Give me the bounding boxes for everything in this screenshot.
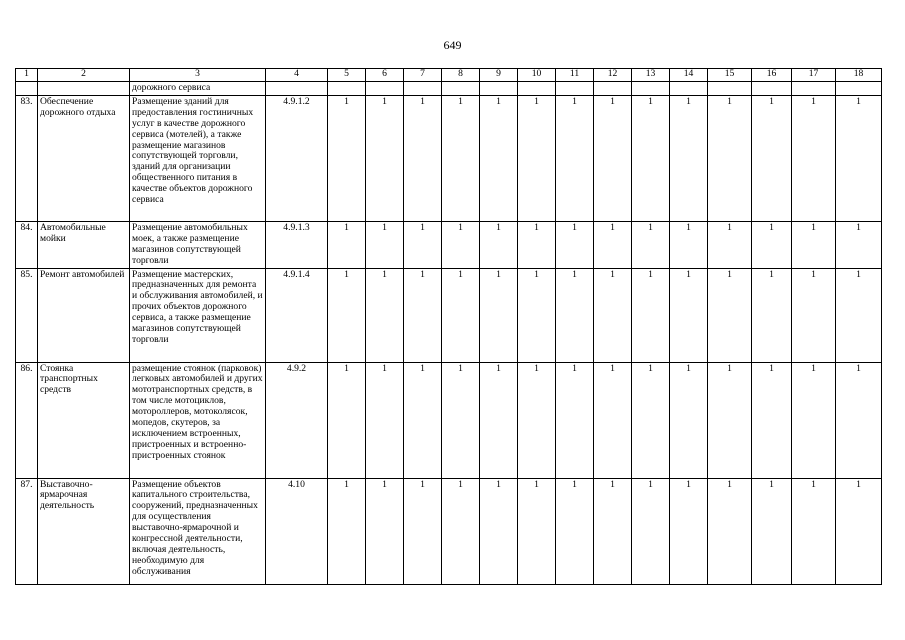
use-type-description-cell: размещение стоянок (парковок) легковых автомобилей и других мототранспортных средств, в том числе мотоциклов, мотороллеров, мотоколясок, мопедов, скутеров, за исключением встроенных, пристроенных и встроенно-пристроенных стоянок xyxy=(130,362,266,478)
table-row xyxy=(16,95,882,221)
zone-value-cell xyxy=(792,82,836,96)
column-header-18: 18 xyxy=(836,69,882,82)
table-row xyxy=(16,221,882,268)
table-row xyxy=(16,362,882,478)
zone-value-cell: 1 xyxy=(632,221,670,268)
zone-value-cell: 1 xyxy=(708,95,752,221)
column-header-11: 11 xyxy=(556,69,594,82)
use-type-description-cell: Размещение объектов капитального строительства, сооружений, предназначенных для осуществления выставочно-ярмарочной и конгрессной деятельности, включая деятельность, необходимую для обслуживания xyxy=(130,478,266,584)
row-number-cell xyxy=(16,82,38,96)
zone-value-cell: 1 xyxy=(556,478,594,584)
use-type-name-cell xyxy=(38,82,130,96)
zone-value-cell: 1 xyxy=(708,362,752,478)
classifier-code-cell: 4.9.1.3 xyxy=(266,221,328,268)
zone-value-cell: 1 xyxy=(670,95,708,221)
classifier-code-cell: 4.9.1.2 xyxy=(266,95,328,221)
zone-value-cell: 1 xyxy=(792,95,836,221)
column-header-14: 14 xyxy=(670,69,708,82)
zone-value-cell: 1 xyxy=(556,268,594,362)
zone-value-cell: 1 xyxy=(708,221,752,268)
zone-value-cell: 1 xyxy=(594,478,632,584)
column-header-17: 17 xyxy=(792,69,836,82)
row-number-cell: 85. xyxy=(16,268,38,362)
zone-value-cell: 1 xyxy=(670,478,708,584)
zone-value-cell: 1 xyxy=(328,362,366,478)
zone-value-cell xyxy=(328,82,366,96)
land-use-table xyxy=(15,68,882,585)
column-header-13: 13 xyxy=(632,69,670,82)
zone-value-cell: 1 xyxy=(836,362,882,478)
row-number-cell: 83. xyxy=(16,95,38,221)
zone-value-cell: 1 xyxy=(792,221,836,268)
zone-value-cell: 1 xyxy=(670,268,708,362)
zone-value-cell xyxy=(366,82,404,96)
zone-value-cell: 1 xyxy=(328,95,366,221)
zone-value-cell: 1 xyxy=(366,362,404,478)
zone-value-cell: 1 xyxy=(328,478,366,584)
zone-value-cell xyxy=(518,82,556,96)
zone-value-cell: 1 xyxy=(518,478,556,584)
zone-value-cell: 1 xyxy=(328,268,366,362)
zone-value-cell: 1 xyxy=(442,268,480,362)
use-type-name-cell: Обеспечение дорожного отдыха xyxy=(38,95,130,221)
zone-value-cell: 1 xyxy=(792,478,836,584)
column-header-10: 10 xyxy=(518,69,556,82)
zone-value-cell: 1 xyxy=(752,221,792,268)
zone-value-cell: 1 xyxy=(404,95,442,221)
zone-value-cell: 1 xyxy=(752,362,792,478)
use-type-name-cell: Стоянка транспортных средств xyxy=(38,362,130,478)
zone-value-cell: 1 xyxy=(836,478,882,584)
zone-value-cell xyxy=(556,82,594,96)
zone-value-cell: 1 xyxy=(328,221,366,268)
zone-value-cell xyxy=(670,82,708,96)
use-type-description-cell: дорожного сервиса xyxy=(130,82,266,96)
zone-value-cell: 1 xyxy=(366,268,404,362)
zone-value-cell: 1 xyxy=(480,95,518,221)
classifier-code-cell: 4.10 xyxy=(266,478,328,584)
zone-value-cell: 1 xyxy=(708,268,752,362)
column-header-5: 5 xyxy=(328,69,366,82)
zone-value-cell: 1 xyxy=(752,95,792,221)
zone-value-cell: 1 xyxy=(594,221,632,268)
zone-value-cell: 1 xyxy=(480,221,518,268)
zone-value-cell: 1 xyxy=(752,478,792,584)
zone-value-cell xyxy=(480,82,518,96)
use-type-name-cell: Автомобильные мойки xyxy=(38,221,130,268)
use-type-name-cell: Выставочно-ярмарочная деятельность xyxy=(38,478,130,584)
zone-value-cell: 1 xyxy=(708,478,752,584)
row-number-cell: 87. xyxy=(16,478,38,584)
zone-value-cell xyxy=(752,82,792,96)
column-number-header-row xyxy=(16,69,882,82)
zone-value-cell: 1 xyxy=(404,362,442,478)
zone-value-cell: 1 xyxy=(518,95,556,221)
page-number: 649 xyxy=(443,38,462,52)
column-header-7: 7 xyxy=(404,69,442,82)
zone-value-cell: 1 xyxy=(556,95,594,221)
table-row xyxy=(16,268,882,362)
use-type-description-cell: Размещение зданий для предоставления гостиничных услуг в качестве дорожного сервиса (мотелей), а также размещение магазинов сопутствующей торговли, зданий для организации общественного питания в качестве объектов дорожного сервиса xyxy=(130,95,266,221)
column-header-3: 3 xyxy=(130,69,266,82)
zone-value-cell xyxy=(836,82,882,96)
zone-value-cell: 1 xyxy=(480,268,518,362)
zone-value-cell: 1 xyxy=(594,268,632,362)
zone-value-cell: 1 xyxy=(594,95,632,221)
use-type-description-cell: Размещение мастерских, предназначенных для ремонта и обслуживания автомобилей, и прочих объектов дорожного сервиса, а также размещение магазинов сопутствующей торговли xyxy=(130,268,266,362)
use-type-description-cell: Размещение автомобильных моек, а также размещение магазинов сопутствующей торговли xyxy=(130,221,266,268)
zone-value-cell: 1 xyxy=(792,362,836,478)
column-header-6: 6 xyxy=(366,69,404,82)
zone-value-cell: 1 xyxy=(404,478,442,584)
zone-value-cell: 1 xyxy=(836,221,882,268)
zone-value-cell: 1 xyxy=(556,221,594,268)
zone-value-cell: 1 xyxy=(632,95,670,221)
zone-value-cell: 1 xyxy=(518,268,556,362)
zone-value-cell: 1 xyxy=(366,95,404,221)
column-header-8: 8 xyxy=(442,69,480,82)
zone-value-cell: 1 xyxy=(792,268,836,362)
zone-value-cell: 1 xyxy=(442,362,480,478)
classifier-code-cell: 4.9.1.4 xyxy=(266,268,328,362)
table-row-continuation xyxy=(16,82,882,96)
zone-value-cell xyxy=(632,82,670,96)
row-number-cell: 84. xyxy=(16,221,38,268)
zone-value-cell: 1 xyxy=(480,362,518,478)
zone-value-cell: 1 xyxy=(442,95,480,221)
column-header-9: 9 xyxy=(480,69,518,82)
zone-value-cell xyxy=(594,82,632,96)
zone-value-cell: 1 xyxy=(752,268,792,362)
column-header-15: 15 xyxy=(708,69,752,82)
column-header-1: 1 xyxy=(16,69,38,82)
zone-value-cell: 1 xyxy=(632,478,670,584)
zone-value-cell: 1 xyxy=(632,268,670,362)
zone-value-cell xyxy=(404,82,442,96)
zone-value-cell: 1 xyxy=(366,478,404,584)
zone-value-cell: 1 xyxy=(404,221,442,268)
zone-value-cell: 1 xyxy=(518,221,556,268)
zone-value-cell: 1 xyxy=(670,221,708,268)
zone-value-cell: 1 xyxy=(442,221,480,268)
zone-value-cell: 1 xyxy=(366,221,404,268)
zone-value-cell xyxy=(442,82,480,96)
classifier-code-cell: 4.9.2 xyxy=(266,362,328,478)
zone-value-cell: 1 xyxy=(556,362,594,478)
zone-value-cell: 1 xyxy=(442,478,480,584)
column-header-4: 4 xyxy=(266,69,328,82)
zone-value-cell: 1 xyxy=(670,362,708,478)
use-type-name-cell: Ремонт автомобилей xyxy=(38,268,130,362)
zone-value-cell: 1 xyxy=(404,268,442,362)
zone-value-cell xyxy=(708,82,752,96)
zone-value-cell: 1 xyxy=(836,268,882,362)
column-header-2: 2 xyxy=(38,69,130,82)
zone-value-cell: 1 xyxy=(836,95,882,221)
table-row xyxy=(16,478,882,584)
row-number-cell: 86. xyxy=(16,362,38,478)
column-header-12: 12 xyxy=(594,69,632,82)
zone-value-cell: 1 xyxy=(518,362,556,478)
zone-value-cell: 1 xyxy=(632,362,670,478)
zone-value-cell: 1 xyxy=(594,362,632,478)
classifier-code-cell xyxy=(266,82,328,96)
column-header-16: 16 xyxy=(752,69,792,82)
zone-value-cell: 1 xyxy=(480,478,518,584)
